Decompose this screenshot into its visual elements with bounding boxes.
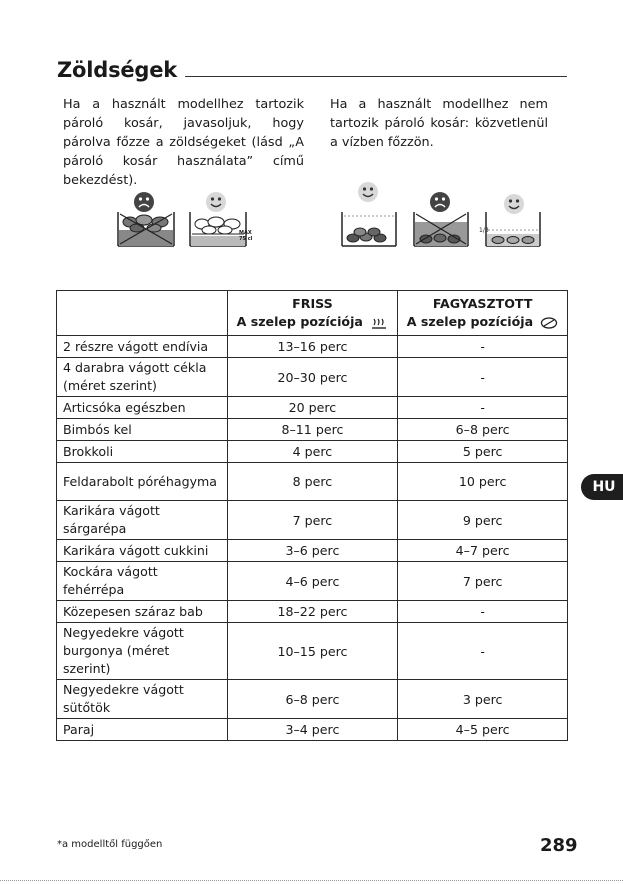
table-row — [57, 336, 568, 358]
bottom-rule — [0, 880, 623, 881]
header-frozen-valve: A szelep pozíciója — [406, 314, 534, 329]
intro-right: Ha a használt modellhez nem tartozik pároló kosár: közvetlenül a vízben főzzön. — [330, 97, 548, 150]
section-title: Zöldségek — [57, 58, 178, 82]
fresh-time-cell: 18–22 perc — [227, 601, 398, 623]
vegetable-cell: Brokkoli — [57, 441, 228, 463]
table-row — [57, 419, 568, 441]
table-row — [57, 540, 568, 562]
vegetable-cell: Negyedekre vágott sütőtök — [57, 680, 228, 719]
vegetable-cell: Közepesen száraz bab — [57, 601, 228, 623]
header-frozen — [398, 291, 568, 336]
steam-valve-icon — [370, 316, 388, 330]
vegetable-cell: 4 darabra vágott cékla (méret szerint) — [57, 358, 228, 397]
frozen-time-cell: 4–5 perc — [398, 719, 568, 741]
fresh-time-cell: 3–6 perc — [227, 540, 398, 562]
table-row — [57, 441, 568, 463]
title-rule — [185, 76, 567, 77]
fraction-label: 1/3 — [479, 227, 489, 234]
frozen-time-cell: 6–8 perc — [398, 419, 568, 441]
fresh-time-cell: 3–4 perc — [227, 719, 398, 741]
table-row — [57, 601, 568, 623]
frozen-time-cell: - — [398, 336, 568, 358]
vegetable-cell: Bimbós kel — [57, 419, 228, 441]
fresh-time-cell: 6–8 perc — [227, 680, 398, 719]
table-header-row — [57, 291, 568, 336]
intro-left: Ha a használt modellhez tartozik pároló kosár, javasoljuk, hogy párolva főzze a zöldségeket (lásd „A pároló kosár használata” című bekezdést). — [63, 97, 304, 188]
water-cooking-illustration — [338, 182, 548, 254]
fresh-time-cell: 20 perc — [227, 397, 398, 419]
fresh-time-cell: 10–15 perc — [227, 623, 398, 680]
page-number: 289 — [540, 835, 578, 856]
overfilled-pot-icon — [118, 192, 174, 246]
table-row — [57, 562, 568, 601]
fresh-time-cell: 4–6 perc — [227, 562, 398, 601]
sad-face-icon — [134, 192, 154, 212]
header-vegetable — [57, 291, 228, 336]
frozen-time-cell: 4–7 perc — [398, 540, 568, 562]
frozen-time-cell: - — [398, 397, 568, 419]
vegetable-cell: Articsóka egészben — [57, 397, 228, 419]
closed-valve-icon — [540, 316, 558, 330]
frozen-time-cell: - — [398, 623, 568, 680]
max-label: MAX — [239, 230, 252, 236]
vegetable-cell: Karikára vágott cukkini — [57, 540, 228, 562]
correct-pot-icon — [190, 192, 246, 246]
header-fresh-title: FRISS — [292, 296, 333, 311]
fresh-time-cell: 13–16 perc — [227, 336, 398, 358]
frozen-time-cell: 7 perc — [398, 562, 568, 601]
table-row — [57, 358, 568, 397]
vegetable-cell: 2 részre vágott endívia — [57, 336, 228, 358]
table-row — [57, 501, 568, 540]
fresh-time-cell: 4 perc — [227, 441, 398, 463]
frozen-time-cell: 9 perc — [398, 501, 568, 540]
vegetable-cell: Paraj — [57, 719, 228, 741]
steam-basket-illustration — [112, 182, 257, 254]
fresh-time-cell: 7 perc — [227, 501, 398, 540]
sad-face-icon — [430, 192, 450, 212]
header-frozen-title: FAGYASZTOTT — [432, 296, 533, 311]
table-row — [57, 680, 568, 719]
correct-water-pot-icon — [342, 182, 396, 246]
fresh-time-cell: 8–11 perc — [227, 419, 398, 441]
section-header — [57, 52, 567, 82]
header-fresh — [227, 291, 398, 336]
table-row — [57, 623, 568, 680]
happy-face-icon — [206, 192, 226, 212]
frozen-time-cell: - — [398, 601, 568, 623]
frozen-time-cell: - — [398, 358, 568, 397]
footnote: *a modelltől függően — [57, 839, 163, 850]
frozen-time-cell: 5 perc — [398, 441, 568, 463]
language-tab: HU — [581, 474, 623, 500]
vegetable-cell: Feldarabolt póréhagyma — [57, 463, 228, 501]
vegetable-cell: Negyedekre vágott burgonya (méret szerint) — [57, 623, 228, 680]
cooking-time-table — [56, 290, 568, 741]
max-volume: 75 cl — [239, 236, 253, 242]
vegetable-cell: Karikára vágott sárgarépa — [57, 501, 228, 540]
table-row — [57, 719, 568, 741]
frozen-time-cell: 3 perc — [398, 680, 568, 719]
third-full-pot-icon — [486, 194, 540, 246]
fresh-time-cell: 8 perc — [227, 463, 398, 501]
frozen-time-cell: 10 perc — [398, 463, 568, 501]
table-row — [57, 463, 568, 501]
happy-face-icon — [358, 182, 378, 202]
happy-face-icon — [504, 194, 524, 214]
header-fresh-valve: A szelep pozíciója — [236, 314, 363, 329]
fresh-time-cell: 20–30 perc — [227, 358, 398, 397]
vegetable-cell: Kockára vágott fehérrépa — [57, 562, 228, 601]
table-row — [57, 397, 568, 419]
overfilled-water-pot-icon — [414, 192, 468, 246]
